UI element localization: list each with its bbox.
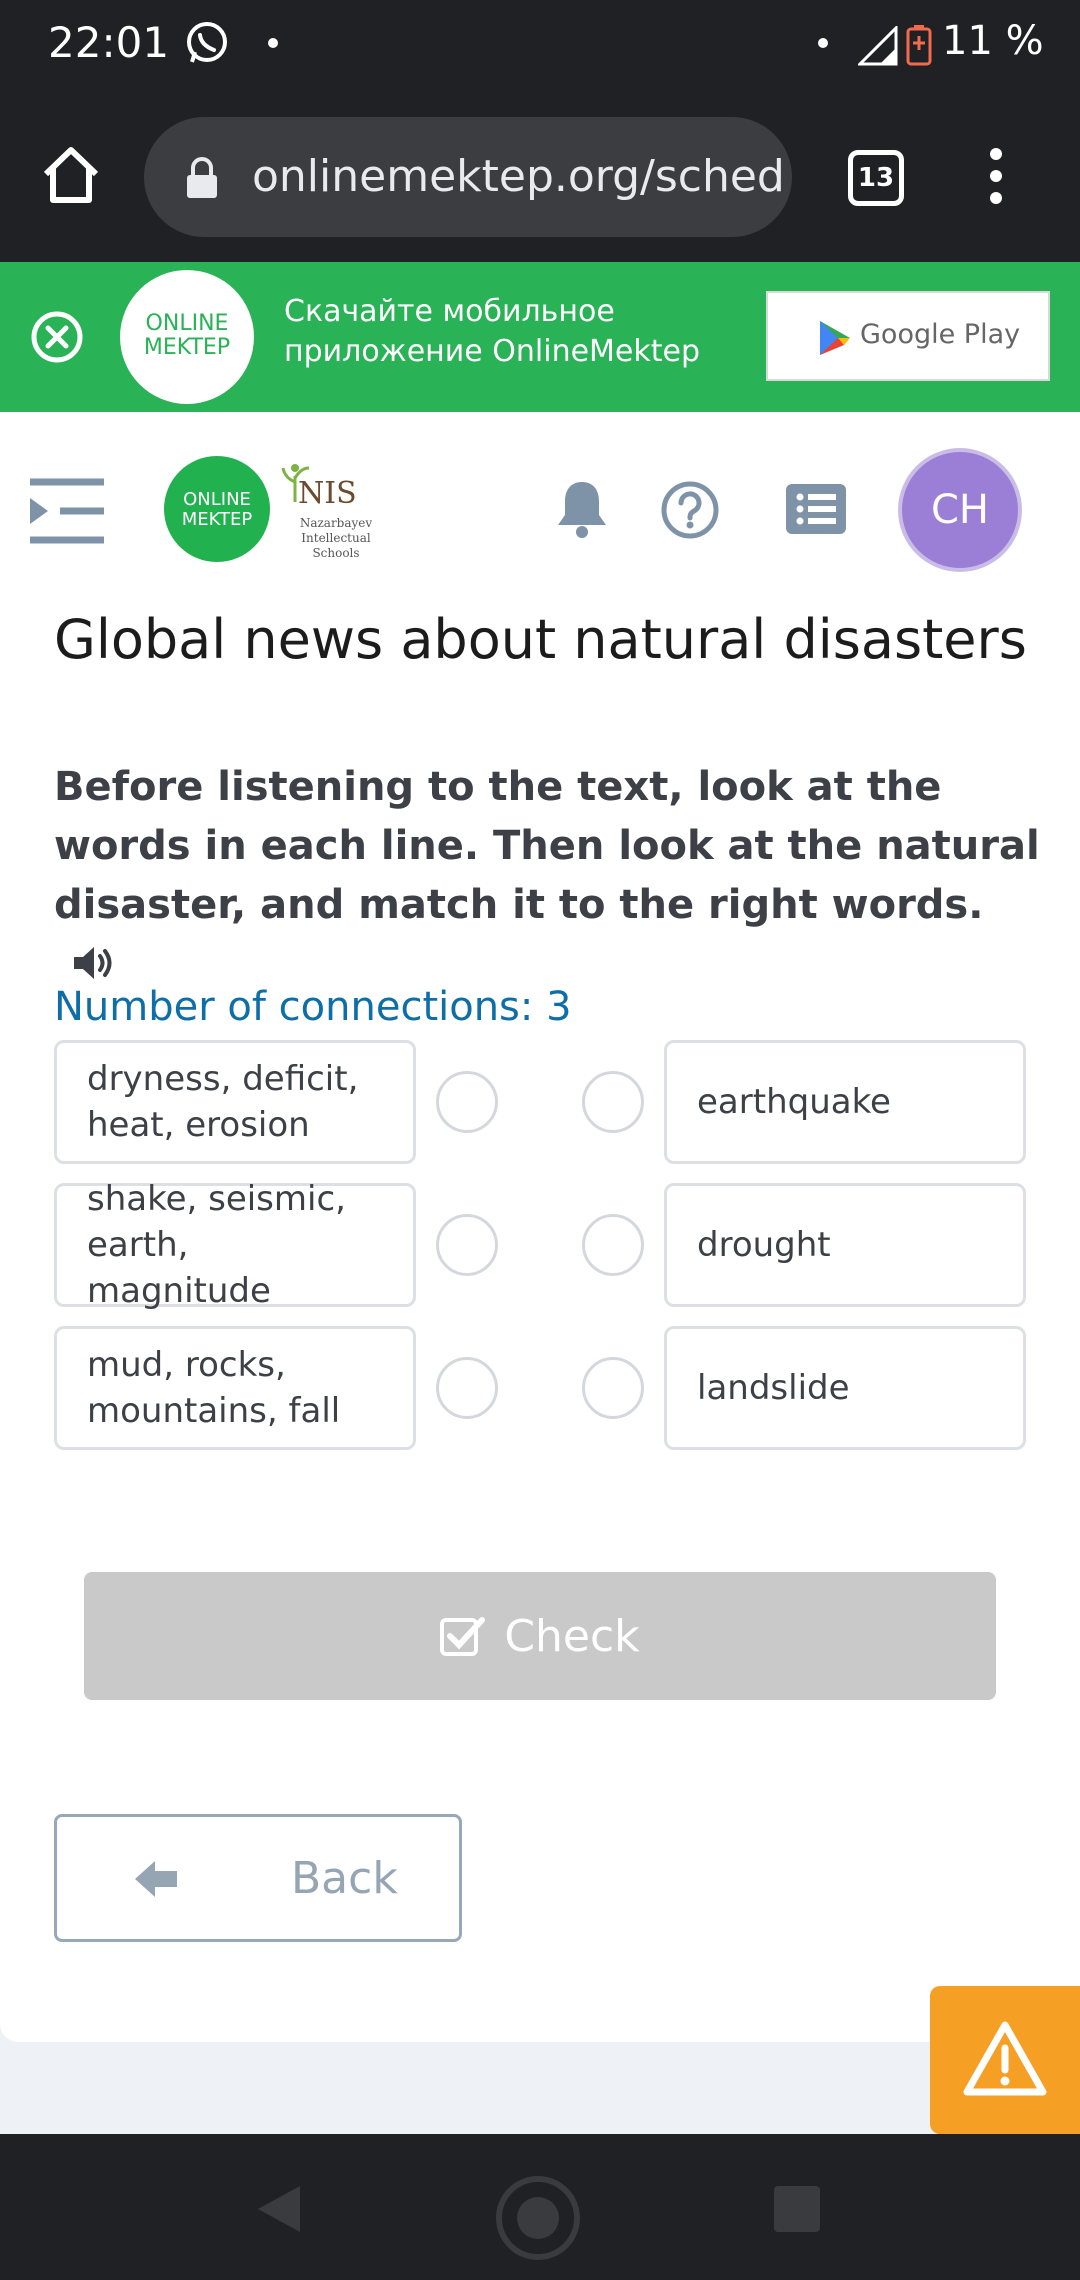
match-left-item[interactable]: shake, seismic, earth, magnitude <box>54 1183 416 1307</box>
browser-menu-icon[interactable] <box>984 148 1008 212</box>
battery-percent: 11 % <box>942 18 1044 64</box>
match-left-radio[interactable] <box>436 1071 498 1133</box>
match-left-radio[interactable] <box>436 1214 498 1276</box>
bell-icon[interactable] <box>554 478 610 540</box>
banner-logo: ONLINE MEKTEP <box>120 270 254 404</box>
google-play-button[interactable] <box>766 291 1050 381</box>
arrow-left-icon <box>133 1859 179 1899</box>
status-time: 22:01 <box>48 18 170 67</box>
google-play-label: Google Play <box>860 319 1021 350</box>
check-button-label: Check <box>504 1610 640 1662</box>
address-bar[interactable] <box>144 117 792 237</box>
battery-icon <box>906 24 932 66</box>
back-button[interactable] <box>54 1814 462 1942</box>
status-bar <box>0 0 1080 92</box>
app-header <box>0 412 1080 604</box>
nav-recents-icon[interactable] <box>774 2186 820 2232</box>
match-left-item[interactable]: mud, rocks, mountains, fall <box>54 1326 416 1450</box>
task-instruction <box>54 758 1044 994</box>
back-button-label: Back <box>291 1853 398 1904</box>
user-avatar[interactable]: CH <box>902 452 1018 568</box>
checkbox-check-icon <box>440 1616 486 1656</box>
match-right-item[interactable]: landslide <box>664 1326 1026 1450</box>
speaker-icon[interactable] <box>72 943 116 983</box>
onlinemektep-logo[interactable]: ONLINE MEKTEP <box>164 456 270 562</box>
list-icon[interactable] <box>786 484 846 534</box>
browser-toolbar <box>0 92 1080 262</box>
url-text: onlinemektep.org/sched <box>252 151 785 202</box>
close-icon[interactable] <box>30 310 84 364</box>
lock-icon <box>184 157 220 199</box>
instruction-text: Before listening to the text, look at the words in each line. Then look at the natural disaster, and match it to the right words. <box>54 764 1040 928</box>
system-nav-bar <box>0 2134 1080 2280</box>
nis-logo: NIS Nazarbayev Intellectual Schools <box>280 458 380 566</box>
warning-icon <box>963 2020 1047 2098</box>
tab-switcher-button[interactable]: 13 <box>848 150 904 206</box>
notification-dot-icon <box>268 38 278 48</box>
match-right-item[interactable]: drought <box>664 1183 1026 1307</box>
match-left-radio[interactable] <box>436 1357 498 1419</box>
banner-text: Скачайте мобильное приложение OnlineMektep <box>284 294 701 369</box>
match-right-item[interactable]: earthquake <box>664 1040 1026 1164</box>
nav-home-icon[interactable] <box>496 2176 580 2260</box>
match-right-radio[interactable] <box>582 1357 644 1419</box>
whatsapp-icon <box>184 20 230 66</box>
signal-icon <box>858 26 898 66</box>
match-right-radio[interactable] <box>582 1071 644 1133</box>
match-left-item[interactable]: dryness, deficit, heat, erosion <box>54 1040 416 1164</box>
google-play-icon <box>818 319 852 357</box>
report-problem-button[interactable] <box>930 1986 1080 2134</box>
connections-count: Number of connections: 3 <box>54 984 572 1030</box>
task-card <box>0 604 1080 2042</box>
check-button[interactable] <box>84 1572 996 1700</box>
home-icon[interactable] <box>40 144 102 206</box>
app-download-banner <box>0 262 1080 412</box>
match-right-radio[interactable] <box>582 1214 644 1276</box>
status-dot-icon <box>818 38 828 48</box>
menu-toggle-icon[interactable] <box>28 476 106 546</box>
nav-back-icon[interactable] <box>256 2184 302 2234</box>
page-title: Global news about natural disasters <box>54 608 1027 671</box>
help-icon[interactable] <box>660 480 720 540</box>
